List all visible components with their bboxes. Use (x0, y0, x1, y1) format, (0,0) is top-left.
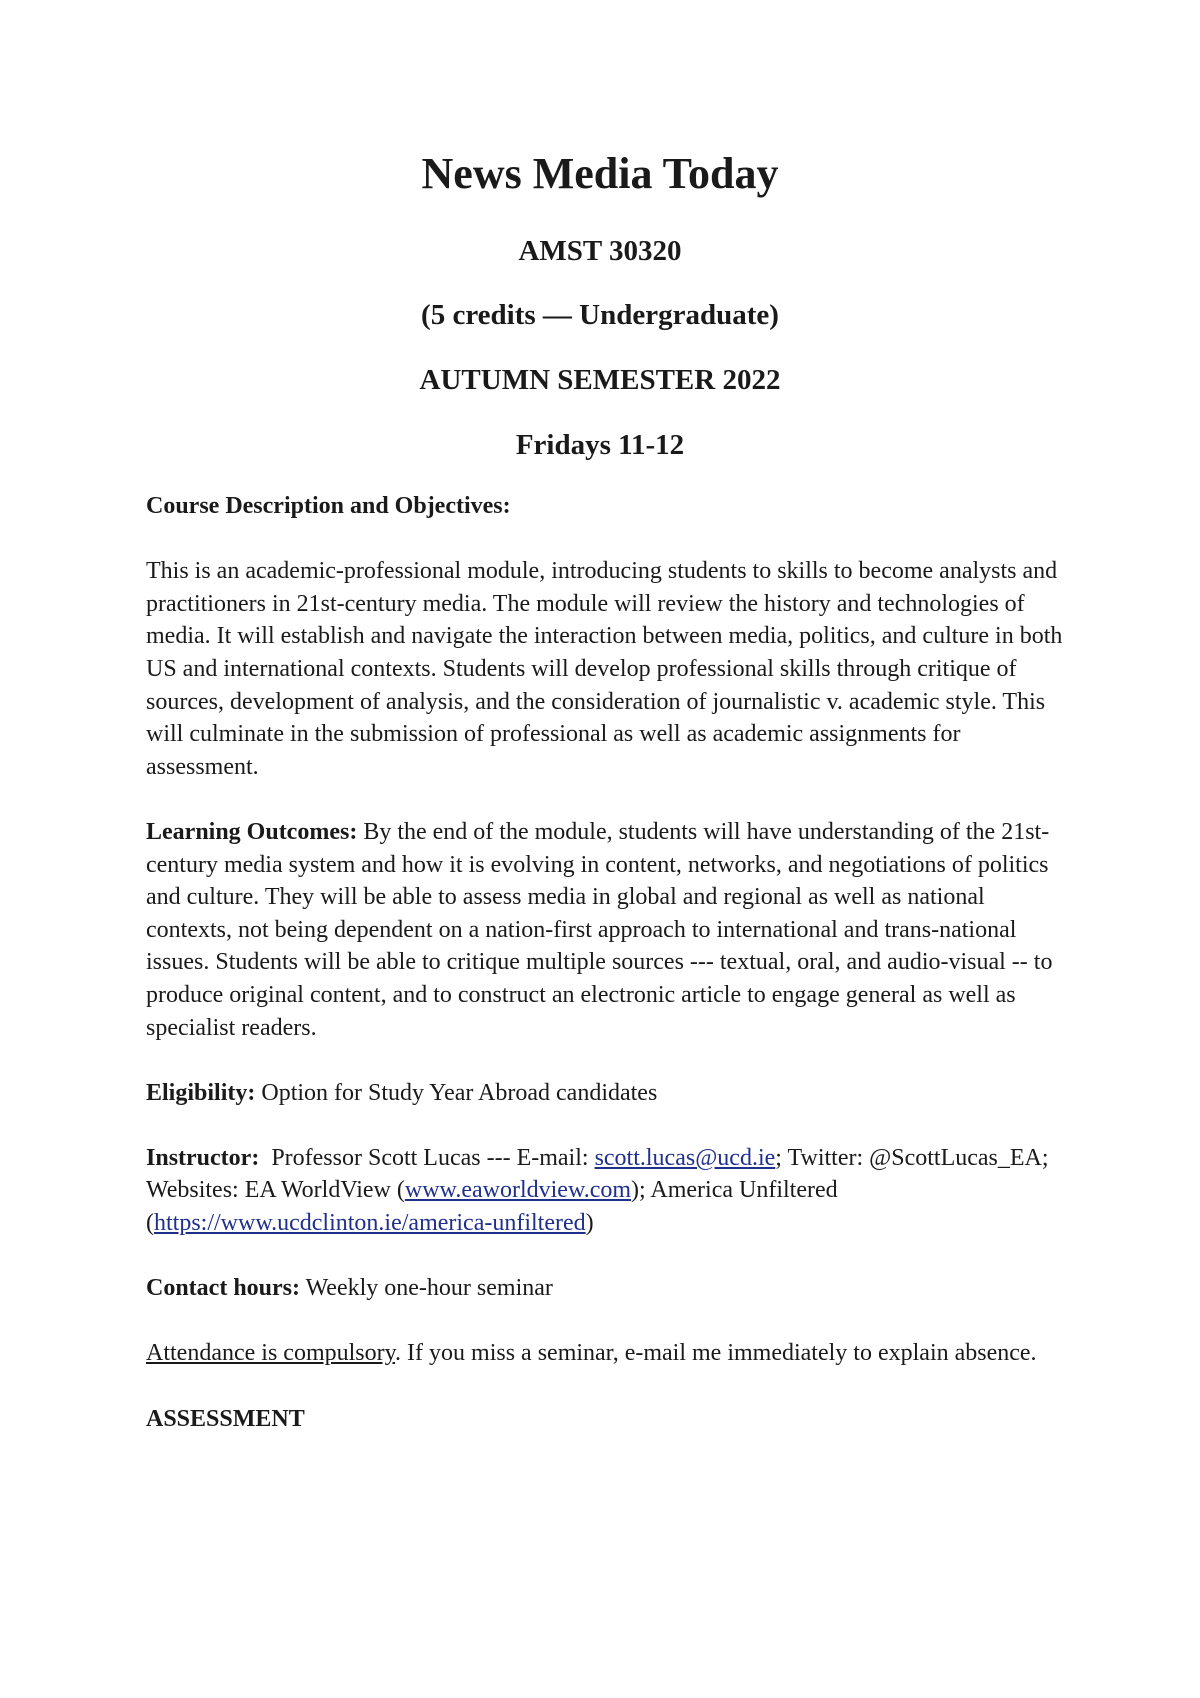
learning-outcomes-paragraph (146, 816, 1066, 1044)
contact-hours-text: Weekly one-hour seminar (300, 1275, 553, 1302)
learning-outcomes-label: Learning Outcomes: (146, 818, 358, 845)
page-title: News Media Today (421, 149, 779, 198)
instructor-text-4: ) (585, 1210, 594, 1237)
eaworldview-link[interactable]: www.eaworldview.com (404, 1177, 632, 1204)
contact-hours-label: Contact hours: (146, 1275, 300, 1302)
eligibility-label: Eligibility: (146, 1079, 256, 1106)
contact-hours-paragraph (146, 1272, 1066, 1305)
document-body (146, 490, 1066, 1468)
credits-line: (5 credits — Undergraduate) (421, 299, 779, 331)
instructor-text-3: ); America Unfiltered ( (146, 1177, 838, 1237)
instructor-text-2: ; Twitter: @ScottLucas_EA; Websites: EA WorldView ( (146, 1144, 1049, 1204)
eligibility-text: Option for Study Year Abroad candidates (255, 1079, 658, 1106)
course-code: AMST 30320 (518, 235, 682, 267)
assessment-heading: ASSESSMENT (146, 1405, 305, 1432)
instructor-text-1: Professor Scott Lucas --- E-mail: (259, 1144, 595, 1171)
america-unfiltered-link[interactable]: https://www.ucdclinton.ie/america-unfiltered (154, 1210, 586, 1237)
learning-outcomes-text: By the end of the module, students will have understanding of the 21st-century media system and how it is evolving in content, networks, and negotiations of politics and culture. They will be able to assess media in global and regional as well as national contexts, not being dependent on a nation-first approach to international and trans-national issues. Students will be able to critique multiple sources --- textual, oral, and audio-visual -- to produce original content, and to construct an electronic article to engage general as well as specialist readers. (146, 818, 1053, 1041)
attendance-underlined: Attendance is compulsory (146, 1340, 396, 1367)
attendance-paragraph (146, 1337, 1066, 1370)
semester-line: AUTUMN SEMESTER 2022 (419, 364, 781, 396)
instructor-label: Instructor: (146, 1144, 260, 1171)
eligibility-paragraph (146, 1077, 1066, 1110)
email-link[interactable]: scott.lucas@ucd.ie (594, 1144, 776, 1171)
instructor-paragraph (146, 1142, 1066, 1240)
description-heading: Course Description and Objectives: (146, 493, 511, 519)
schedule-line: Fridays 11-12 (515, 429, 685, 461)
description-paragraph: This is an academic-professional module, introducing students to skills to become analysts and practitioners in 21st-century media. The module will review the history and technologies of media. It will establish and navigate the interaction between media, politics, and culture in both US and international contexts. Students will develop professional skills through critique of sources, development of analysis, and the consideration of journalistic v. academic style. This will culminate in the submission of professional as well as academic assignments for assessment. (146, 558, 1063, 780)
attendance-text: . If you miss a seminar, e-mail me immediately to explain absence. (395, 1340, 1037, 1367)
